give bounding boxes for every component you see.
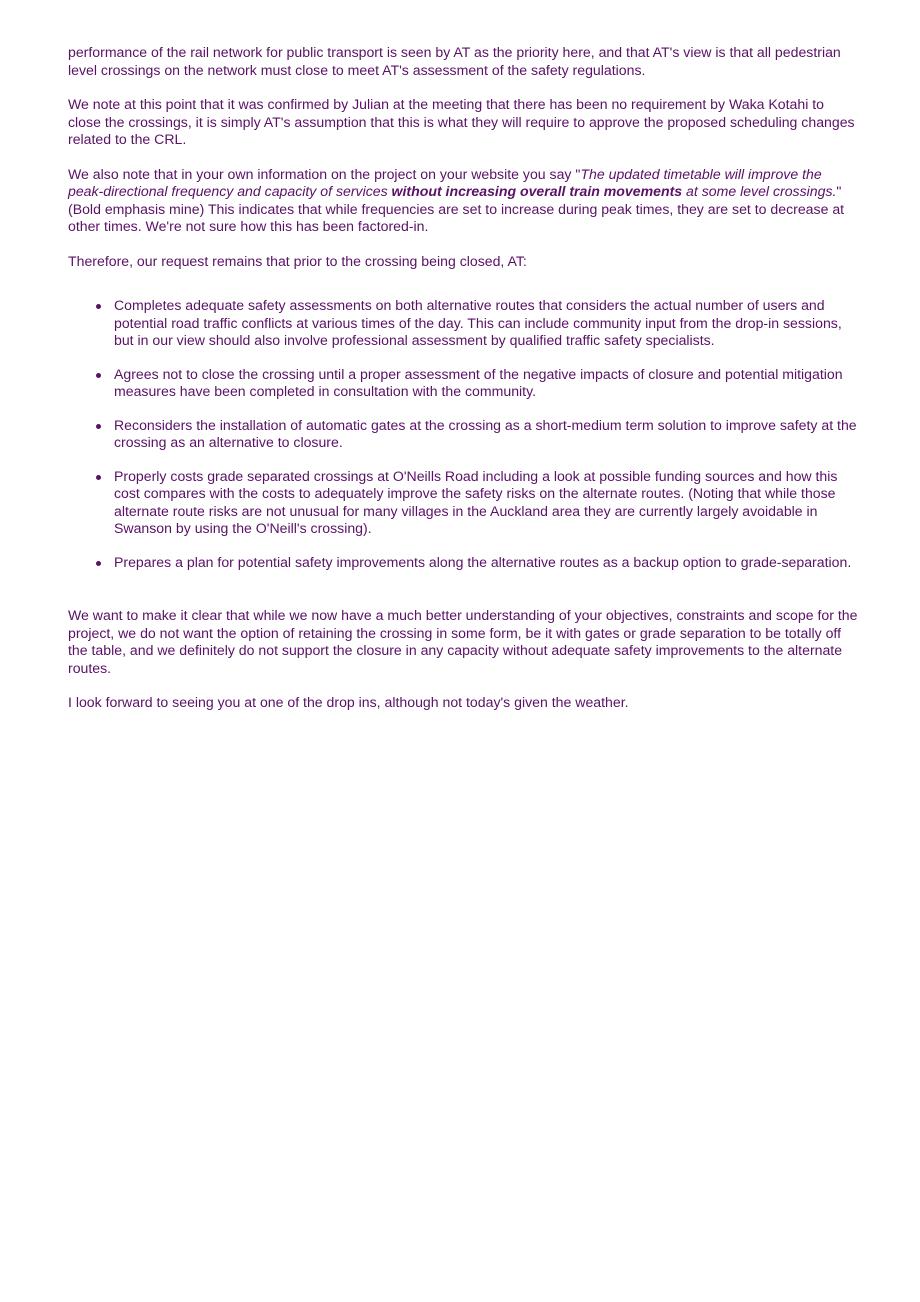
quote-part-a: The updated timetable will improve the peak-directional frequency and capacity of services [68, 165, 822, 199]
list-item: Reconsiders the installation of automatic gates at the crossing as a short-medium term solution to improve safety at the crossing as an alternative to closure. [114, 416, 857, 450]
list-item: Prepares a plan for potential safety improvements along the alternative routes as a backup option to grade-separation. [114, 554, 858, 572]
paragraph-waka-kotahi: We note at this point that it was confirmed by Julian at the meeting that there has been no requirement by Waka Kotahi to close the crossings, it is simply AT's assumption that this is what they will require to approve the proposed scheduling changes related to the CRL. [68, 96, 855, 147]
paragraph-position: We want to make it clear that while we now have a much better understanding of your objectives, constraints and scope for the project, we do not want the option of retaining the crossing in some form, be it with gates or grade separation to be totally off the table, and we definitely do not support the closure in any capacity without adequate safety improvements to the alternate routes. [68, 607, 858, 676]
letter-body [68, 44, 858, 729]
quote-bold-emphasis: without increasing overall train movements [391, 183, 683, 199]
list-item: Properly costs grade separated crossings at O'Neills Road including a look at possible funding sources and how this cost compares with the costs to adequately improve the safety risks on the alternate routes. (Noting that while those alternate route risks are not unusual for many villages in the Auckland area they are currently largely avoidable in Swanson by using the O'Neill's crossing). [114, 468, 858, 538]
quote-intro: We also note that in your own information on the project on your website you say " [68, 165, 581, 182]
quote-after: " (Bold emphasis mine) This indicates that while frequencies are set to increase during peak times, they are set to decrease at other times. We're not sure how this has been factored-in. [68, 183, 845, 234]
paragraph-rail-priority: performance of the rail network for public transport is seen by AT as the priority here, and that AT's view is that all pedestrian level crossings on the network must close to meet AT's assessment of the safety regulations. [68, 44, 841, 78]
request-list [68, 297, 858, 571]
paragraph-closing: I look forward to seeing you at one of the drop ins, although not today's given the weather. [68, 694, 629, 710]
paragraph-website-quote [68, 166, 858, 236]
quote-part-b: at some level crossings. [682, 183, 837, 199]
paragraph-request-intro: Therefore, our request remains that prior to the crossing being closed, AT: [68, 252, 527, 269]
list-item: Completes adequate safety assessments on both alternative routes that considers the actual number of users and potential road traffic conflicts at various times of the day. This can include community input from the drop-in sessions, but in our view should also involve professional assessment by qualified traffic safety specialists. [114, 297, 858, 350]
list-item: Agrees not to close the crossing until a proper assessment of the negative impacts of closure and potential mitigation measures have been completed in consultation with the community. [114, 366, 858, 401]
